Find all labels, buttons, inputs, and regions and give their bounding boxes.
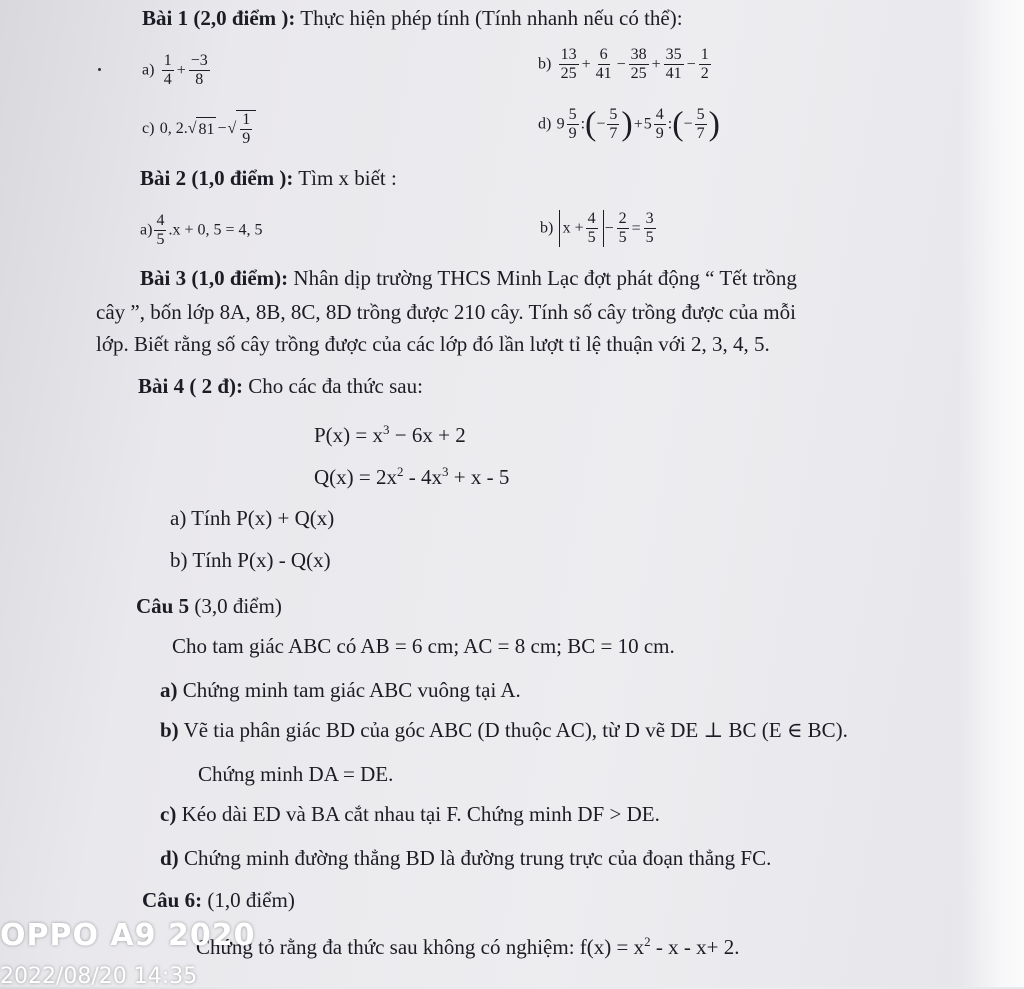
- bai1-instruction: Thực hiện phép tính (Tính nhanh nếu có thể):: [300, 6, 683, 30]
- poly-q: $Q(x) = 2x^2 - 4x^3 + x - 5$: [314, 464, 510, 489]
- bai2-a-label: a): [140, 221, 153, 239]
- bai1-a-frac2: $\frac{-3}{8}$: [190, 52, 208, 88]
- cau5-b2: Chứng minh DA = DE.: [198, 762, 394, 786]
- poly-p: $P(x) = x^3 - 6x + 2$: [314, 422, 466, 447]
- cau6-title: Câu 6:: [142, 888, 203, 912]
- cau5-given: Cho tam giác ABC có AB = 6 cm; AC = 8 cm; BC = 10 cm.: [172, 634, 675, 658]
- bai3-line3: lớp. Biết rằng số cây trồng được của các lớp đó lần lượt tỉ lệ thuận với 2, 3, 4, 5.: [96, 332, 770, 356]
- bai2-instruction: Tìm x biết :: [298, 166, 397, 190]
- bai3-line1: Bài 3 (1,0 điểm): Nhân dịp trường THCS Minh Lạc đợt phát động “ Tết trồng: [140, 266, 797, 290]
- bai3-title: Bài 3 (1,0 điểm):: [140, 266, 289, 290]
- bai2-heading: [140, 166, 397, 190]
- bai1-c-label: c): [142, 120, 155, 137]
- cau5-a: a) Chứng minh tam giác ABC vuông tại A.: [160, 678, 521, 702]
- bai1-b-label: b): [538, 55, 552, 73]
- bai4-b: b) Tính P(x) - Q(x): [170, 548, 331, 572]
- bai1-a-label: a): [142, 61, 155, 79]
- bai4-instruction: Cho các đa thức sau:: [248, 374, 423, 398]
- cau6-text: Chứng tỏ rằng đa thức sau không có nghiệm: $f(x) = x^2 - x - x+ 2$.: [196, 934, 740, 959]
- paper-edge: [958, 0, 1024, 987]
- bai1-heading: [142, 6, 683, 30]
- cau6-heading: [142, 888, 295, 912]
- watermark-datetime: 2022/08/20 14:35: [0, 964, 198, 989]
- ink-dot: [98, 68, 101, 71]
- cau5-points: (3,0 điểm): [194, 594, 282, 618]
- cau5-c: c) Kéo dài ED và BA cắt nhau tại F. Chứng minh DF > DE.: [160, 802, 660, 826]
- bai2-b-label: b): [540, 219, 554, 237]
- cau5-heading: [136, 594, 282, 618]
- bai1-b: b) $\frac{13}{25}$ + $\frac{6}{41}$ − $\frac{38}{25}$ + $\frac{35}{41}$ − $\frac{1}{2}$: [538, 46, 709, 82]
- bai1-title: Bài 1 (2,0 điểm ):: [142, 6, 296, 30]
- camera-watermark: [0, 918, 256, 989]
- bai4-a: a) Tính P(x) + Q(x): [170, 506, 335, 530]
- bai1-d-label: d): [538, 115, 552, 133]
- abs-value: x + $\frac{4}{5}$: [559, 210, 604, 247]
- bai2-b: b) x + $\frac{4}{5}$ − $\frac{2}{5}$ = $\frac{3}{5}$: [540, 210, 654, 246]
- bai3-line2: cây ”, bốn lớp 8A, 8B, 8C, 8D trồng được 210 cây. Tính số cây trồng được của mỗi: [96, 300, 796, 324]
- bai2-title: Bài 2 (1,0 điểm ):: [140, 166, 294, 190]
- bai1-a-frac1: $\frac{1}{4}$: [163, 52, 172, 88]
- sqrt-81: 81: [196, 117, 216, 142]
- watermark-device: OPPO A9 2020: [0, 918, 256, 953]
- cau5-d: d) Chứng minh đường thẳng BD là đường trung trực của đoạn thẳng FC.: [160, 846, 772, 870]
- bai4-heading: [138, 374, 423, 398]
- bai2-a: a) $\frac{4}{5}$ .x + 0, 5 = 4, 5: [140, 212, 263, 248]
- bai1-d: d) 9 $\frac{5}{9}$ :(− $\frac{5}{7}$ )+5 $\frac{4}{9}$ :(− $\frac{5}{7}$ ): [538, 105, 720, 143]
- bai4-title: Bài 4 ( 2 đ):: [138, 374, 243, 398]
- cau5-title: Câu 5: [136, 594, 190, 618]
- cau5-b: b) Vẽ tia phân giác BD của góc ABC (D thuộc AC), từ D vẽ DE ⊥ BC (E ∈ BC).: [160, 718, 848, 742]
- bai1-c: c) 0, 2.√ 81 −√ $\frac{1}{9}$: [142, 110, 256, 148]
- cau6-points: (1,0 điểm): [207, 888, 295, 912]
- bai1-a: a) $\frac{1}{4}$ + $\frac{-3}{8}$: [142, 52, 208, 88]
